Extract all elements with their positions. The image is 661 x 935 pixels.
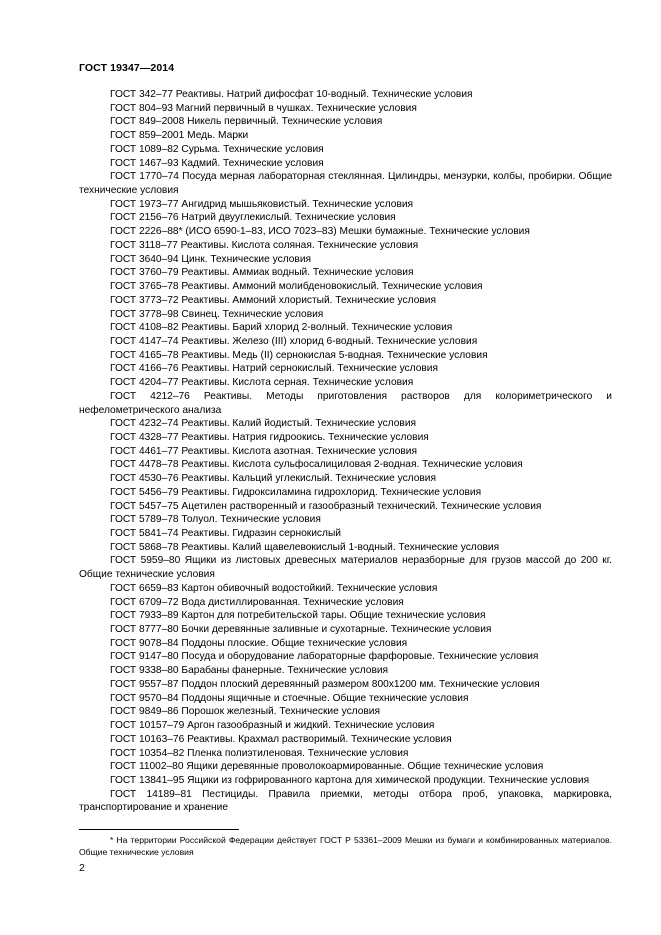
footnote-divider xyxy=(79,829,239,830)
reference-item: ГОСТ 5959–80 Ящики из листовых древесных материалов неразборные для грузов массой до 200 кг. Общие технические условия xyxy=(79,555,612,581)
reference-item: ГОСТ 859–2001 Медь. Марки xyxy=(110,130,249,142)
reference-item: ГОСТ 3760–79 Реактивы. Аммиак водный. Технические условия xyxy=(110,267,414,279)
reference-item: ГОСТ 4147–74 Реактивы. Железо (III) хлорид 6-водный. Технические условия xyxy=(110,335,478,347)
reference-item: ГОСТ 4204–77 Реактивы. Кислота серная. Технические условия xyxy=(110,377,414,389)
references-list xyxy=(79,88,612,815)
footnote: * На территории Российской Федерации действует ГОСТ Р 53361–2009 Мешки из бумаги и комбинированных материалов. Общие технические условия xyxy=(79,835,612,858)
reference-item: ГОСТ 3765–78 Реактивы. Аммоний молибденовокислый. Технические условия xyxy=(110,281,483,293)
reference-item: ГОСТ 7933–89 Картон для потребительской тары. Общие технические условия xyxy=(110,610,486,622)
reference-item: ГОСТ 3118–77 Реактивы. Кислота соляная. Технические условия xyxy=(110,239,419,251)
reference-item: ГОСТ 4232–74 Реактивы. Калий йодистый. Технические условия xyxy=(110,418,417,430)
reference-item: ГОСТ 4328–77 Реактивы. Натрия гидроокись. Технические условия xyxy=(110,431,429,443)
reference-item: ГОСТ 6659–83 Картон обивочный водостойкий. Технические условия xyxy=(110,582,438,594)
reference-item: ГОСТ 5789–78 Толуол. Технические условия xyxy=(110,514,321,526)
reference-item: ГОСТ 10163–76 Реактивы. Крахмал растворимый. Технические условия xyxy=(110,733,452,745)
reference-item: ГОСТ 1973–77 Ангидрид мышьяковистый. Технические условия xyxy=(110,198,414,210)
reference-item: ГОСТ 8777–80 Бочки деревянные заливные и сухотарные. Технические условия xyxy=(110,624,492,636)
reference-item: ГОСТ 2226–88* (ИСО 6590-1–83, ИСО 7023–83) Мешки бумажные. Технические условия xyxy=(110,226,530,238)
reference-item: ГОСТ 1467–93 Кадмий. Технические условия xyxy=(110,157,324,169)
reference-item: ГОСТ 3640–94 Цинк. Технические условия xyxy=(110,253,312,265)
reference-item: ГОСТ 10157–79 Аргон газообразный и жидкий. Технические условия xyxy=(110,720,435,732)
reference-item: ГОСТ 9557–87 Поддон плоский деревянный размером 800x1200 мм. Технические условия xyxy=(110,678,540,690)
reference-item: ГОСТ 4530–76 Реактивы. Кальций углекислый. Технические условия xyxy=(110,473,437,485)
reference-item: ГОСТ 342–77 Реактивы. Натрий дифосфат 10-водный. Технические условия xyxy=(110,89,473,100)
reference-item: ГОСТ 9338–80 Барабаны фанерные. Технические условия xyxy=(110,665,389,677)
reference-item: ГОСТ 4478–78 Реактивы. Кислота сульфосалициловая 2-водная. Технические условия xyxy=(110,459,523,471)
reference-item: ГОСТ 849–2008 Никель первичный. Технические условия xyxy=(110,116,383,128)
reference-item: ГОСТ 9078–84 Поддоны плоские. Общие технические условия xyxy=(110,637,408,649)
reference-item: ГОСТ 9570–84 Поддоны ящичные и стоечные. Общие технические условия xyxy=(110,692,469,704)
reference-item: ГОСТ 14189–81 Пестициды. Правила приемки, методы отбора проб, упаковка, маркировка, транспортирование и хранение xyxy=(79,788,612,814)
reference-item: ГОСТ 6709–72 Вода дистиллированная. Технические условия xyxy=(110,596,404,608)
reference-item: ГОСТ 4461–77 Реактивы. Кислота азотная. Технические условия xyxy=(110,445,418,457)
reference-item: ГОСТ 1089–82 Сурьма. Технические условия xyxy=(110,143,324,155)
reference-item: ГОСТ 5457–75 Ацетилен растворенный и газообразный технический. Технические условия xyxy=(110,500,542,512)
reference-item: ГОСТ 4166–76 Реактивы. Натрий сернокислый. Технические условия xyxy=(110,363,438,375)
reference-item: ГОСТ 9147–80 Посуда и оборудование лабораторные фарфоровые. Технические условия xyxy=(110,651,539,663)
reference-item: ГОСТ 4212–76 Реактивы. Методы приготовления растворов для колориметрического и нефелометрического анализа xyxy=(79,390,612,416)
page-number: 2 xyxy=(79,862,85,874)
reference-item: ГОСТ 3778–98 Свинец. Технические условия xyxy=(110,308,324,320)
reference-item: ГОСТ 9849–86 Порошок железный. Технические условия xyxy=(110,706,381,718)
reference-item: ГОСТ 4108–82 Реактивы. Барий хлорид 2-волный. Технические условия xyxy=(110,322,453,334)
reference-item: ГОСТ 1770–74 Посуда мерная лабораторная стеклянная. Цилиндры, мензурки, колбы, пробирки. Общие технические условия xyxy=(79,171,612,197)
reference-item: ГОСТ 804–93 Магний первичный в чушках. Технические условия xyxy=(110,102,417,114)
reference-item: ГОСТ 5841–74 Реактивы. Гидразин сернокислый xyxy=(110,528,341,539)
reference-item: ГОСТ 5456–79 Реактивы. Гидроксиламина гидрохлорид. Технические условия xyxy=(110,486,482,498)
reference-item: ГОСТ 4165–78 Реактивы. Медь (II) сернокислая 5-водная. Технические условия xyxy=(110,349,488,361)
reference-item: ГОСТ 11002–80 Ящики деревянные проволокоармированные. Общие технические условия xyxy=(110,761,544,773)
reference-item: ГОСТ 5868–78 Реактивы. Калий щавелевокислый 1-водный. Технические условия xyxy=(110,541,500,553)
reference-item: ГОСТ 2156–76 Натрий двууглекислый. Технические условия xyxy=(110,212,396,224)
reference-item: ГОСТ 3773–72 Реактивы. Аммоний хлористый. Технические условия xyxy=(110,294,436,306)
document-header: ГОСТ 19347—2014 xyxy=(79,62,175,74)
reference-item: ГОСТ 10354–82 Пленка полиэтиленовая. Технические условия xyxy=(110,747,409,759)
reference-item: ГОСТ 13841–95 Ящики из гофрированного картона для химической продукции. Технические условия xyxy=(110,774,590,786)
